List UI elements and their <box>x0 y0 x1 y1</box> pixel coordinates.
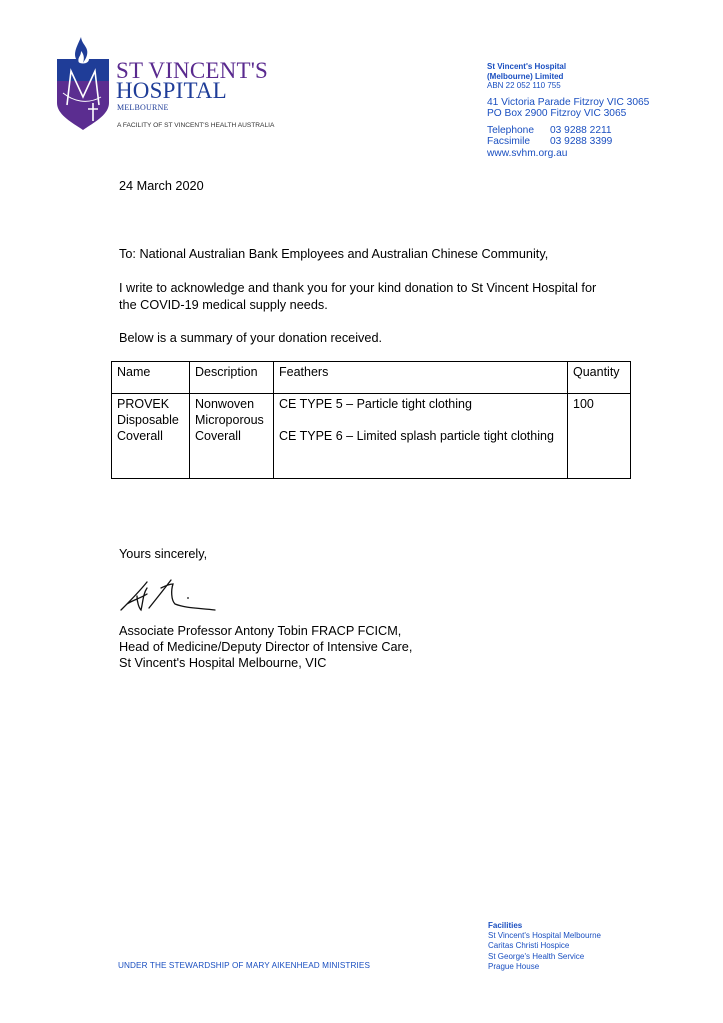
facility-item: St George's Health Service <box>488 951 585 961</box>
closing-salutation: Yours sincerely, <box>119 547 208 561</box>
signature-image <box>117 578 222 614</box>
shield-heart-logo-icon <box>57 35 109 131</box>
website-link[interactable]: www.svhm.org.au <box>487 147 568 159</box>
facilities-heading: Facilities <box>488 921 523 930</box>
facsimile-number: 03 9288 3399 <box>550 136 613 148</box>
cell-description <box>190 394 274 479</box>
logo-title-line1: ST VINCENT'S <box>116 58 269 83</box>
header-quantity: Quantity <box>568 362 631 394</box>
telephone-label: Telephone <box>487 125 535 137</box>
thanks-paragraph <box>119 280 596 314</box>
facility-item: Prague House <box>488 961 540 971</box>
hospital-logo-icon <box>57 35 109 131</box>
address-line1: 41 Victoria Parade Fitzroy VIC 3065 <box>487 96 650 108</box>
donation-table <box>111 361 631 479</box>
facilities-list <box>488 921 601 972</box>
summary-intro: Below is a summary of your donation received. <box>119 331 383 345</box>
org-name-line1: St Vincent's Hospital <box>487 62 567 71</box>
letter-recipient: To: National Australian Bank Employees and Australian Chinese Community, <box>119 247 549 261</box>
header-name: Name <box>112 362 190 394</box>
name-line: Disposable <box>117 413 179 427</box>
letter-date: 24 March 2020 <box>119 179 204 193</box>
feature-item: CE TYPE 5 – Particle tight clothing <box>279 397 472 411</box>
abn: ABN 22 052 110 755 <box>487 81 561 90</box>
table-header-row <box>112 362 631 394</box>
address-line2: PO Box 2900 Fitzroy VIC 3065 <box>487 107 627 119</box>
org-name-line2: (Melbourne) Limited <box>487 71 564 81</box>
signer-block <box>119 623 412 671</box>
header-description: Description <box>190 362 274 394</box>
feature-item: CE TYPE 6 – Limited splash particle tight clothing <box>279 429 554 443</box>
cell-quantity: 100 <box>568 394 631 479</box>
name-line: PROVEK <box>117 397 170 411</box>
facility-item: Caritas Christi Hospice <box>488 941 570 951</box>
facsimile-row <box>487 136 649 147</box>
description-line: Nonwoven <box>195 397 255 411</box>
signer-organization: St Vincent's Hospital Melbourne, VIC <box>119 656 327 670</box>
name-line: Coverall <box>117 429 163 443</box>
signer-name: Associate Professor Antony Tobin FRACP FCICM, <box>119 624 402 638</box>
logo-subtitle: MELBOURNE <box>117 103 169 112</box>
telephone-number: 03 9288 2211 <box>550 125 612 137</box>
thanks-line2: the COVID-19 medical supply needs. <box>119 298 328 312</box>
cell-name <box>112 394 190 479</box>
signer-title: Head of Medicine/Deputy Director of Intensive Care, <box>119 640 413 654</box>
table-row <box>112 394 631 479</box>
facility-item: St Vincent's Hospital Melbourne <box>488 931 601 941</box>
description-line: Microporous <box>195 413 264 427</box>
stewardship-footer: UNDER THE STEWARDSHIP OF MARY AIKENHEAD MINISTRIES <box>118 961 371 970</box>
header-features: Feathers <box>274 362 568 394</box>
cell-features <box>274 394 568 479</box>
telephone-row <box>487 125 649 136</box>
contact-block <box>487 62 649 159</box>
logo-title-line2: HOSPITAL <box>116 78 227 103</box>
facsimile-label: Facsimile <box>487 136 531 148</box>
handwritten-signature-icon <box>117 578 222 614</box>
thanks-line1: I write to acknowledge and thank you for your kind donation to St Vincent Hospital for <box>119 281 597 295</box>
logo-tagline: A FACILITY OF ST VINCENT'S HEALTH AUSTRALIA <box>117 122 275 129</box>
description-line: Coverall <box>195 429 241 443</box>
